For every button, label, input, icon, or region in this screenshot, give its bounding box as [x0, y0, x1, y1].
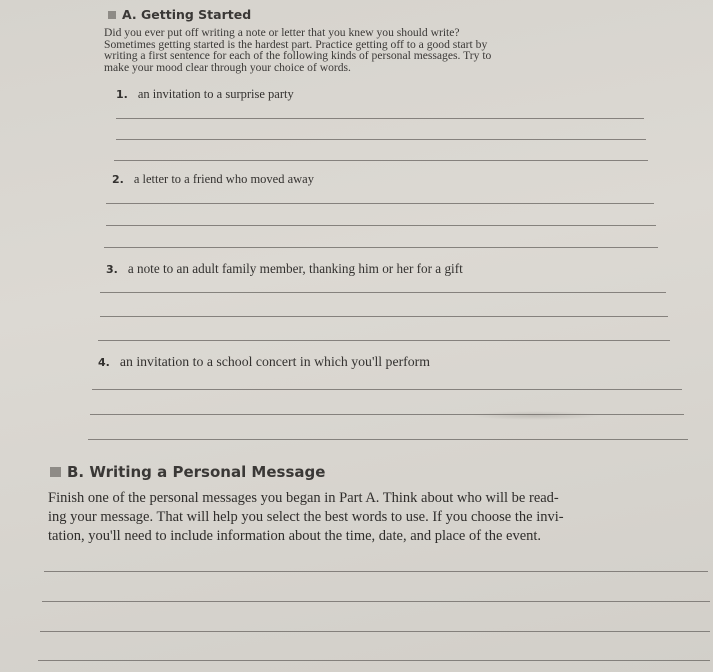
prompt-2: [112, 172, 314, 187]
section-marker-icon: [108, 11, 116, 19]
prompt-number: 1.: [116, 88, 128, 101]
prompt-3: [106, 261, 463, 277]
answer-line-4b[interactable]: [90, 414, 684, 415]
prompt-text: an invitation to a surprise party: [137, 87, 294, 101]
answer-line-2c[interactable]: [104, 247, 658, 248]
paper-smudge: [470, 411, 600, 420]
part-b-intro: [48, 489, 698, 546]
part-a-intro-line: make your mood clear through your choice of words.: [104, 60, 351, 74]
prompt-number: 2.: [112, 173, 124, 186]
answer-line-1c[interactable]: [114, 160, 648, 161]
part-b-intro-line: tation, you'll need to include information about the time, date, and place of the event.: [48, 528, 542, 544]
prompt-text: a letter to a friend who moved away: [133, 172, 314, 186]
answer-line-3c[interactable]: [98, 340, 670, 341]
message-line-1[interactable]: [44, 571, 708, 572]
part-b-intro-line: ing your message. That will help you select the best words to use. If you choose the invi-: [48, 509, 564, 525]
part-a-intro-line: writing a first sentence for each of the following kinds of personal messages. Try to: [104, 49, 492, 63]
prompt-1: [116, 87, 294, 102]
answer-line-2a[interactable]: [106, 203, 654, 204]
message-line-2[interactable]: [42, 601, 710, 602]
answer-line-1b[interactable]: [116, 139, 646, 140]
answer-line-4a[interactable]: [92, 389, 682, 390]
part-b-heading: [50, 463, 325, 481]
message-line-3[interactable]: [40, 631, 710, 632]
part-a-heading-text: A. Getting Started: [122, 7, 252, 22]
part-a-heading: [108, 7, 251, 22]
message-line-4[interactable]: [38, 660, 710, 661]
part-b-heading-text: B. Writing a Personal Message: [67, 463, 326, 481]
section-marker-icon: [50, 467, 61, 477]
answer-line-1a[interactable]: [116, 118, 644, 119]
part-a-intro: [104, 27, 594, 73]
prompt-text: an invitation to a school concert in which you'll perform: [119, 354, 430, 369]
answer-line-3b[interactable]: [100, 316, 668, 317]
answer-line-3a[interactable]: [100, 292, 666, 293]
answer-line-2b[interactable]: [106, 225, 656, 226]
prompt-4: [98, 354, 430, 370]
prompt-number: 3.: [106, 263, 118, 276]
answer-line-4c[interactable]: [88, 439, 688, 440]
part-a-intro-line: Sometimes getting started is the hardest part. Practice getting off to a good start by: [104, 37, 488, 51]
part-b-intro-line: Finish one of the personal messages you began in Part A. Think about who will be read-: [48, 490, 559, 506]
part-a-intro-line: Did you ever put off writing a note or letter that you knew you should write?: [104, 26, 460, 39]
prompt-text: a note to an adult family member, thanking him or her for a gift: [127, 261, 463, 276]
prompt-number: 4.: [98, 356, 110, 369]
